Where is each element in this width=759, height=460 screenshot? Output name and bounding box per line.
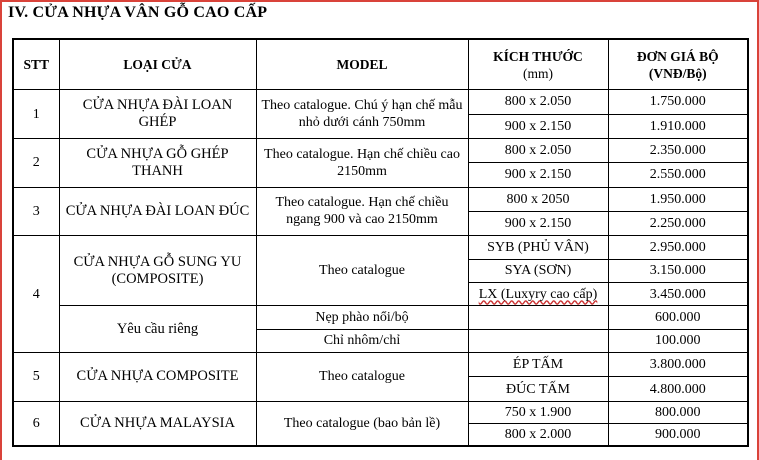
stt-cell: 2 [13,138,59,187]
door-type-cell: CỬA NHỰA GỖ GHÉP THANH [59,138,256,187]
empty-size-cell [468,329,608,352]
section-title: IV. CỬA NHỰA VÂN GỖ CAO CẤP [8,4,268,21]
size-cell: 900 x 2.150 [468,114,608,138]
stt-cell: 4 [13,236,59,353]
extra-item-cell: Nẹp phào nổi/bộ [256,306,468,329]
size-cell: SYB (PHỦ VÂN) [468,236,608,259]
header-size-line1: KÍCH THƯỚC [493,48,583,64]
table-row [13,187,748,211]
price-cell: 3.450.000 [608,282,748,305]
table-row [13,236,748,259]
price-cell: 4.800.000 [608,377,748,401]
frame-left-border [0,0,2,460]
size-cell: SYA (SƠN) [468,259,608,282]
door-type-cell: CỬA NHỰA ĐÀI LOAN GHÉP [59,90,256,139]
size-cell: 900 x 2.150 [468,211,608,235]
price-cell: 2.250.000 [608,211,748,235]
model-cell: Theo catalogue. Hạn chế chiều cao 2150mm [256,138,468,187]
price-cell: 1.910.000 [608,114,748,138]
table-row [13,353,748,377]
size-cell: 900 x 2.150 [468,163,608,187]
size-cell: 750 x 1.900 [468,401,608,423]
size-cell: 800 x 2.000 [468,424,608,446]
header-model: MODEL [256,39,468,90]
stt-cell: 3 [13,187,59,236]
price-cell: 2.350.000 [608,138,748,162]
door-type-cell: CỬA NHỰA ĐÀI LOAN ĐÚC [59,187,256,236]
stt-cell: 1 [13,90,59,139]
header-stt: STT [13,39,59,90]
table-row [13,401,748,423]
table-row [13,138,748,162]
door-type-cell: CỬA NHỰA COMPOSITE [59,353,256,402]
price-cell: 2.550.000 [608,163,748,187]
size-cell: ĐÚC TẤM [468,377,608,401]
price-cell: 1.950.000 [608,187,748,211]
header-size-line2: (mm) [523,65,553,81]
door-type-cell: CỬA NHỰA GỖ SUNG YU (COMPOSITE) [59,236,256,306]
size-cell: 800 x 2050 [468,187,608,211]
price-cell: 2.950.000 [608,236,748,259]
model-cell: Theo catalogue [256,236,468,306]
extra-item-cell: Chỉ nhôm/chỉ [256,329,468,352]
frame-top-border [0,0,759,2]
model-cell: Theo catalogue (bao bản lề) [256,401,468,446]
empty-size-cell [468,306,608,329]
model-cell: Theo catalogue. Hạn chế chiều ngang 900 và cao 2150mm [256,187,468,236]
price-cell: 600.000 [608,306,748,329]
header-type: LOẠI CỬA [59,39,256,90]
size-cell: ÉP TẤM [468,353,608,377]
table-row [13,306,748,329]
table-row [13,90,748,114]
door-type-cell: CỬA NHỰA MALAYSIA [59,401,256,446]
size-cell: 800 x 2.050 [468,138,608,162]
price-cell: 1.750.000 [608,90,748,114]
special-request-label: Yêu cầu riêng [59,306,256,353]
price-cell: 800.000 [608,401,748,423]
size-cell [468,282,608,305]
header-price-line1: ĐƠN GIÁ BỘ [636,48,719,64]
luxury-option-text: LX (Luxyry cao cấp) [478,286,598,302]
size-cell: 800 x 2.050 [468,90,608,114]
price-cell: 100.000 [608,329,748,352]
header-price-line2: (VNĐ/Bộ) [648,65,707,81]
header-price [608,39,748,90]
model-cell: Theo catalogue [256,353,468,402]
stt-cell: 6 [13,401,59,446]
price-cell: 3.150.000 [608,259,748,282]
price-table [12,38,749,447]
header-row [13,39,748,90]
price-cell: 900.000 [608,424,748,446]
stt-cell: 5 [13,353,59,402]
header-size [468,39,608,90]
model-cell: Theo catalogue. Chú ý hạn chế mẫu nhỏ dưới cánh 750mm [256,90,468,139]
price-cell: 3.800.000 [608,353,748,377]
